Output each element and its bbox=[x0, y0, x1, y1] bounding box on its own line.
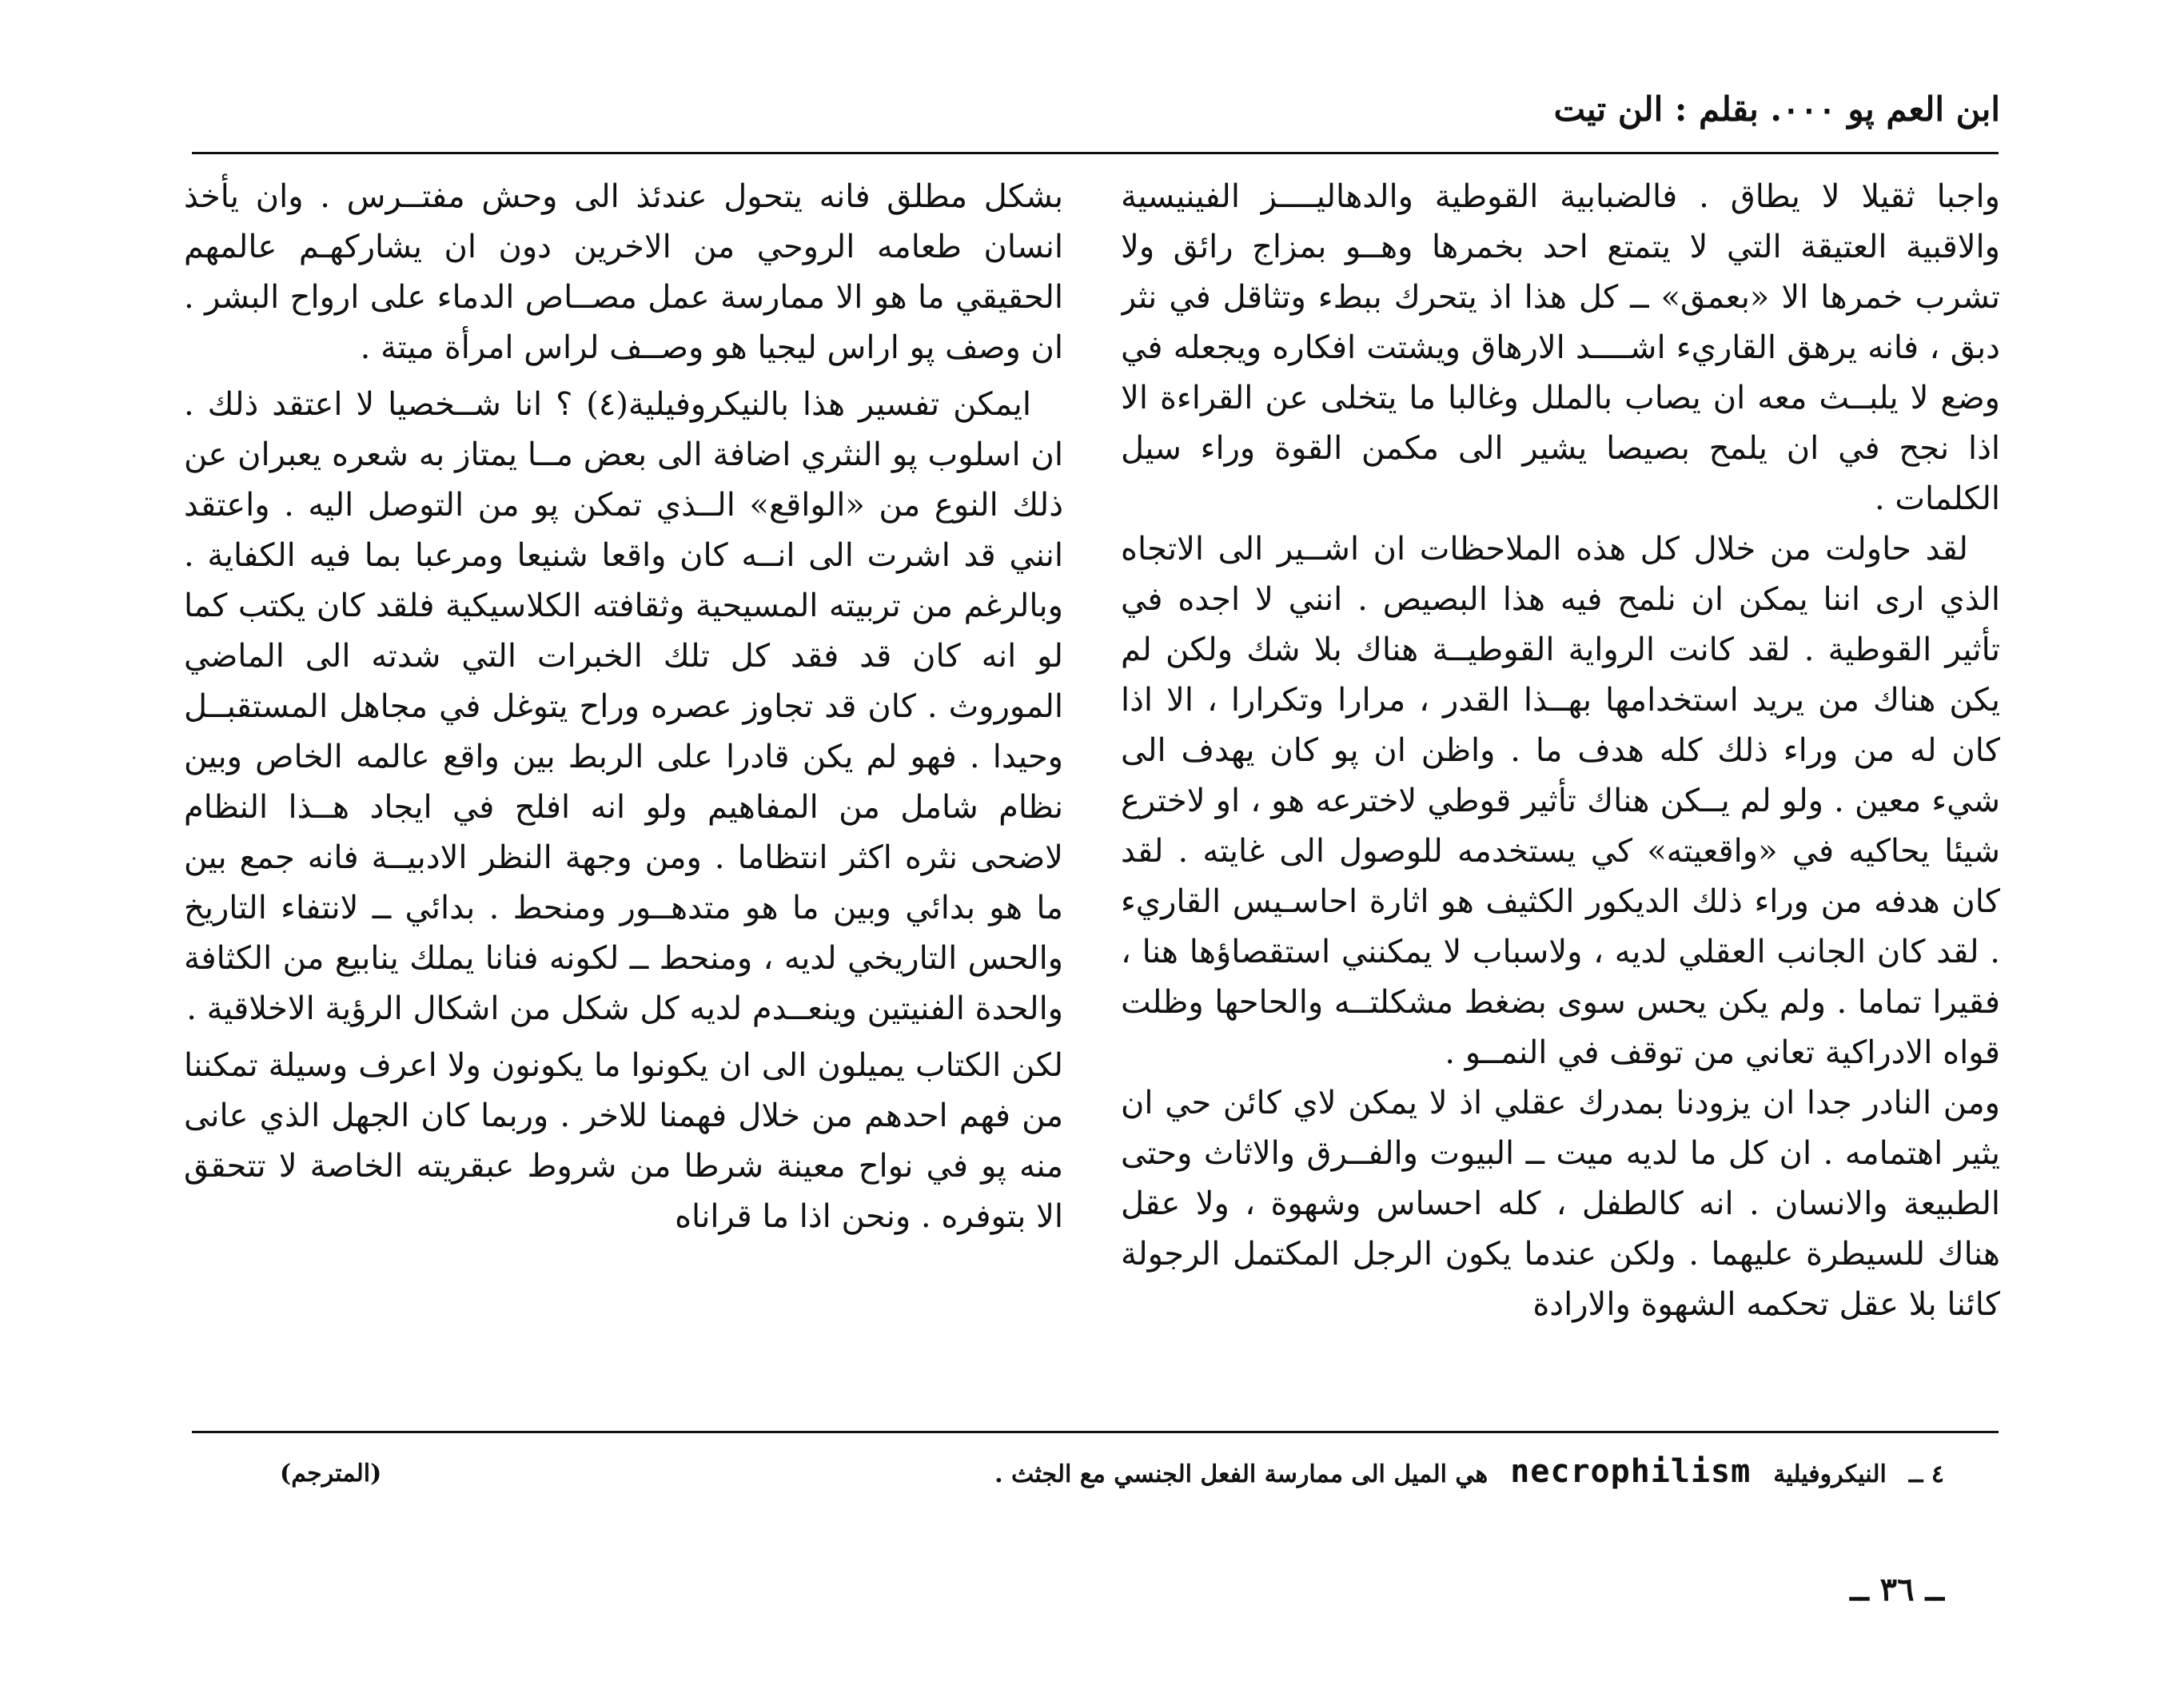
footnote-term-english: necrophilism bbox=[1510, 1453, 1752, 1490]
right-column-paragraph-2: لقد حاولت من خلال كل هذه الملاحظات ان اشــير الى الاتجاه الذي ارى اننا يمكن ان نلمح فيه هذا البصيص . انني لا اجده في تأثير القوطية . لقد كانت الرواية القوطيــة هناك بلا شك ولكن لم يكن هناك من يريد استخدامها بهــذا القدر ، مرارا وتكرارا ، الا اذا كان له من وراء ذلك كله هدف ما . واظن ان پو كان يهدف الى شيء معين . ولو لم يــكن هناك تأثير قوطي لاخترعه هو ، او لاخترع شيئا يحاكيه في «واقعيته» كي يستخدمه للوصول الى غايته . لقد كان هدفه من وراء ذلك الديكور الكثيف هو اثارة احاسـيس القاريء . لقد كان الجانب العقلي لديه ، ولاسباب لا يمكنني استقصاؤها هنا ، فقيرا تماما . ولم يكن يحس سوى بضغط مشكلتــه والحاحها وظلت قواه الادراكية تعاني من توقف في النمــو . bbox=[1121, 531, 2000, 1071]
footnote-term-arabic: النيكروفيلية bbox=[1773, 1460, 1887, 1488]
left-column-paragraph-1: بشكل مطلق فانه يتحول عندئذ الى وحش مفتــرس . وان يأخذ انسان طعامه الروحي من الاخرين دون ان يشاركهـم عالمهم الحقيقي ما هو الا ممارسة عمل مصــاص الدماء على ارواح البشر . ان وصف پو اراس ليجيا هو وصــف لراس امرأة ميتة . bbox=[184, 178, 1063, 366]
page-header-title: ابن العم پو ٠٠٠. بقلم : الن تيت bbox=[1553, 90, 2000, 129]
page-number: ــ ٣٦ ــ bbox=[1850, 1571, 1944, 1608]
left-column-paragraph-2: ايمكن تفسير هذا بالنيكروفيلية(٤) ؟ انا شــخصيا لا اعتقد ذلك . ان اسلوب پو النثري اضافة الى بعض مــا يمتاز به شعره يعبران عن ذلك النوع من «الواقع» الــذي تمكن پو من التوصل اليه . واعتقد انني قد اشرت الى انــه كان واقعا شنيعا ومرعبا بما فيه الكفاية . وبالرغم من تربيته المسيحية وثقافته الكلاسيكية فلقد كان يكتب كما لو انه كان قد فقد كل تلك الخبرات التي شدته الى الماضي الموروث . كان قد تجاوز عصره وراح يتوغل في مجاهل المستقبــل وحيدا . فهو لم يكن قادرا على الربط بين واقع عالمه الخاص وبين نظام شامل من المفاهيم ولو انه افلح في ايجاد هــذا النظام لاضحى نثره اكثر انتظاما . ومن وجهة النظر الادبيــة فانه جمع بين ما هو بدائي وبين ما هو متدهــور ومنحط . بدائي ــ لانتفاء التاريخ والحس التاريخي لديه ، ومنحط ــ لكونه فنانا يملك ينابيع من الكثافة والحدة الفنيتين وينعــدم لديه كل شكل من اشكال الرؤية الاخلاقية . bbox=[184, 386, 1063, 1027]
right-column-paragraph-3: ومن النادر جدا ان يزودنا بمدرك عقلي اذ لا يمكن لاي كائن حي ان يثير اهتمامه . ان كل ما لديه ميت ــ البيوت والفــرق والاثاث وحتى الطبيعة والانسان . انه كالطفل ، كله احساس وشهوة ، ولا عقل هناك للسيطرة عليهما . ولكن عندما يكون الرجل المكتمل الرجولة كائنا بلا عقل تحكمه الشهوة والارادة bbox=[1121, 1085, 2000, 1323]
left-text-column bbox=[184, 172, 1063, 1415]
footnote-main bbox=[994, 1453, 1944, 1490]
footnote-translator-note: (المترجم) bbox=[280, 1460, 382, 1488]
footnote-number: ٤ ــ bbox=[1908, 1460, 1944, 1488]
left-column-paragraph-3: لكن الكتاب يميلون الى ان يكونوا ما يكونون ولا اعرف وسيلة تمكننا من فهم احدهم من خلال فهمنا للاخر . وربما كان الجهل الذي عانى منه پو في نواح معينة شرطا من شروط عبقريته الخاصة لا تتحقق الا بتوفره . ونحن اذا ما قراناه bbox=[184, 1047, 1063, 1235]
footnote bbox=[280, 1453, 1944, 1517]
right-text-column bbox=[1121, 172, 2000, 1415]
footnote-divider bbox=[192, 1431, 1999, 1433]
header-divider bbox=[192, 152, 1999, 154]
footnote-definition: هي الميل الى ممارسة الفعل الجنسي مع الجثث . bbox=[994, 1460, 1489, 1488]
right-column-paragraph-1: واجبا ثقيلا لا يطاق . فالضبابية القوطية والدهاليــــز الفينيسية والاقبية العتيقة التي لا يتمتع احد بخمرها وهــو بمزاج رائق ولا تشرب خمرها الا «بعمق» ــ كل هذا اذ يتحرك ببطء وتثاقل في نثر دبق ، فانه يرهق القاريء اشــــد الارهاق ويشتت افكاره ويجعله في وضع لا يلبــث معه ان يصاب بالملل وغالبا ما يتخلى عن القراءة الا اذا نجح في ان يلمح بصيصا يشير الى مكمن القوة وراء سيل الكلمات . bbox=[1121, 178, 2000, 517]
